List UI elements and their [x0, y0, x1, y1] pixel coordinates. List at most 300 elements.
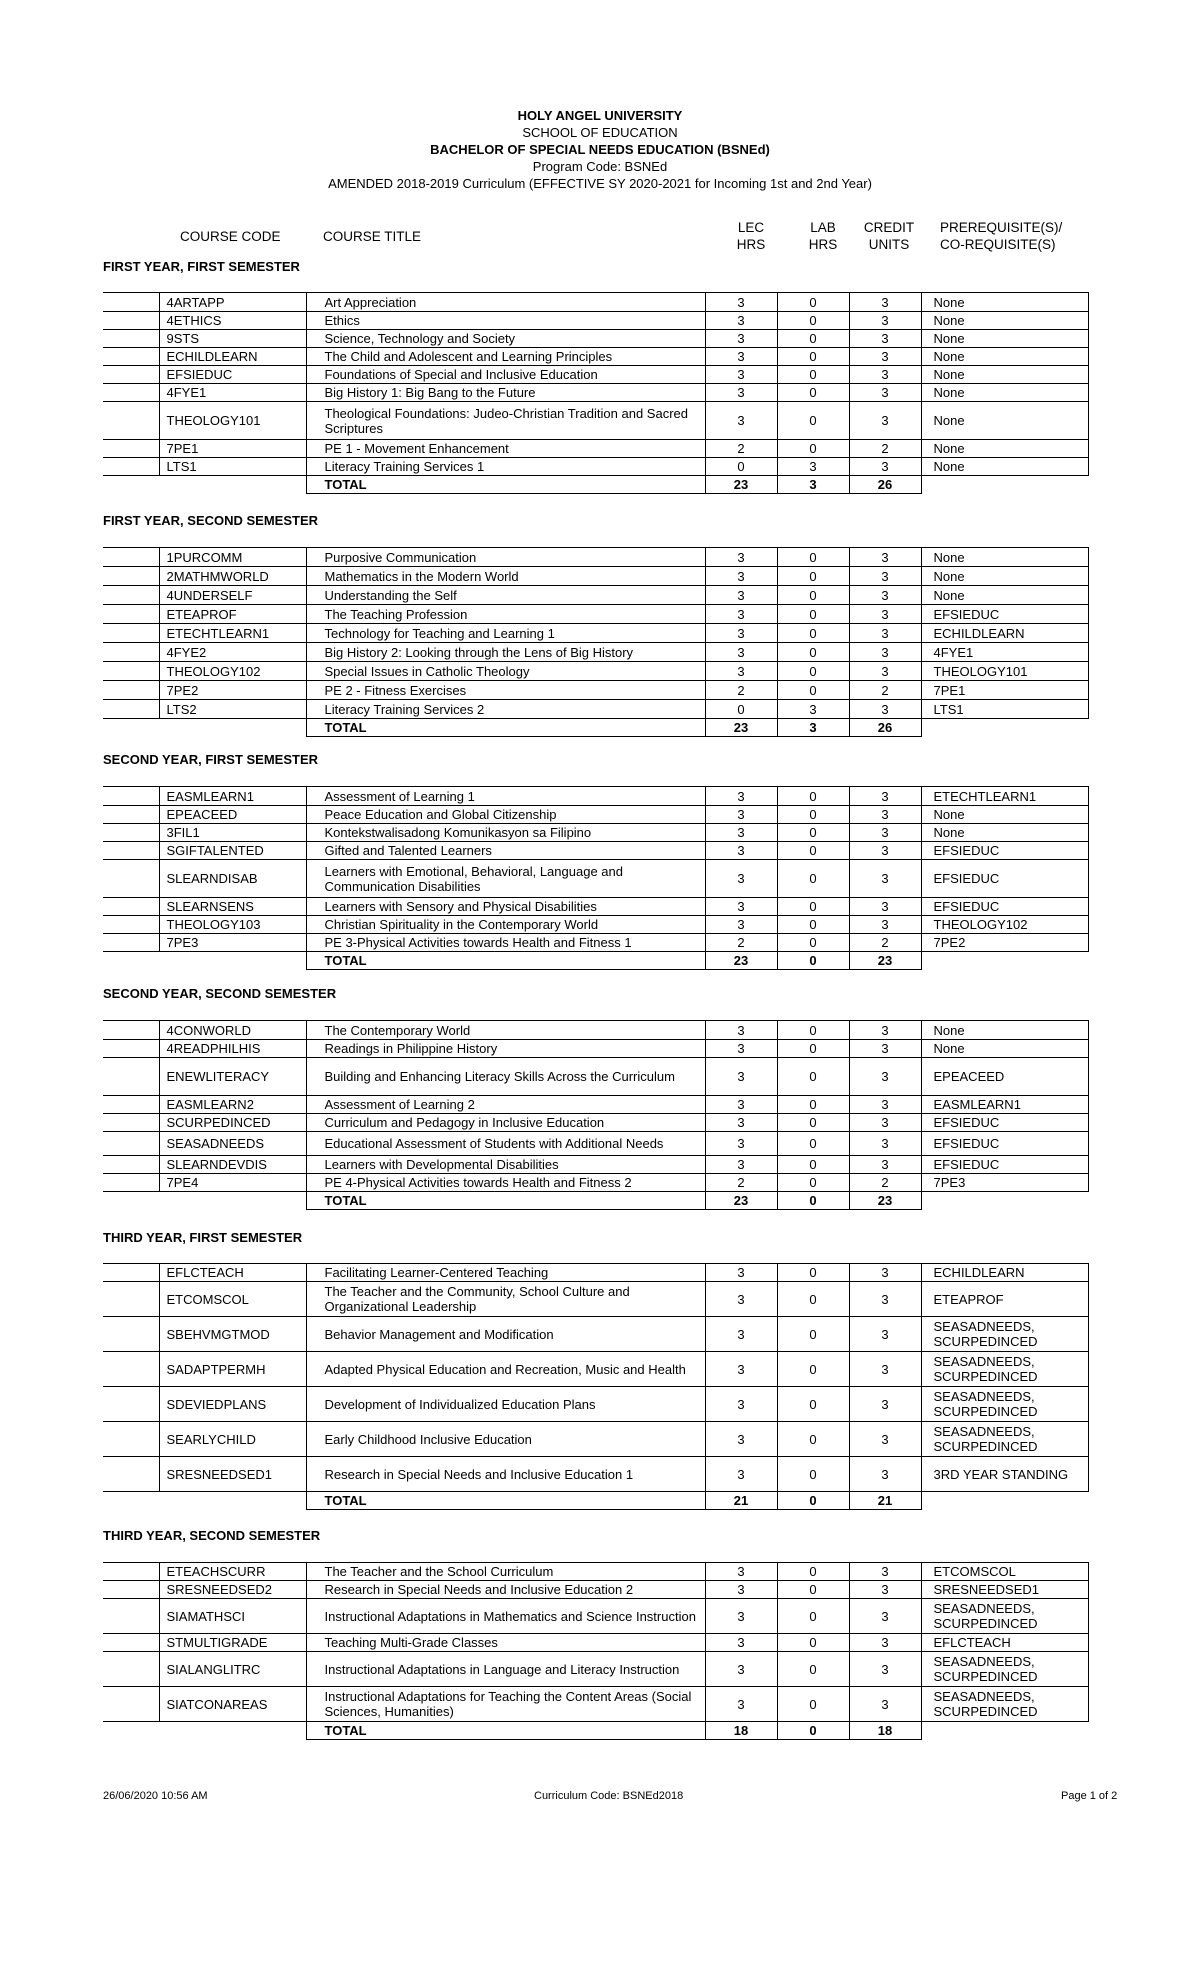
total-spacer: [921, 476, 1088, 494]
prerequisite: ECHILDLEARN: [921, 624, 1088, 643]
total-spacer: [159, 1192, 306, 1210]
row-spacer: [103, 1687, 159, 1722]
row-spacer: [103, 1352, 159, 1387]
course-code: EPEACEED: [159, 806, 306, 824]
lab-hours: 0: [777, 662, 849, 681]
course-row: [103, 787, 1088, 806]
total-lab: 3: [777, 719, 849, 737]
row-spacer: [103, 330, 159, 348]
prerequisite: None: [921, 824, 1088, 842]
course-row: [103, 1132, 1088, 1156]
course-row: [103, 1352, 1088, 1387]
prerequisite: None: [921, 348, 1088, 366]
course-code: SRESNEEDSED2: [159, 1581, 306, 1599]
course-row: [103, 1457, 1088, 1492]
total-spacer: [921, 1722, 1088, 1740]
course-title: Understanding the Self: [306, 586, 705, 605]
credit-units: 3: [849, 1264, 921, 1282]
prerequisite: SRESNEEDSED1: [921, 1581, 1088, 1599]
lec-hours: 3: [705, 366, 777, 384]
credit-units: 3: [849, 787, 921, 806]
lec-hours: 3: [705, 1096, 777, 1114]
total-row: [103, 1492, 1088, 1510]
row-spacer: [103, 787, 159, 806]
col-header-credit-line2: UNITS: [868, 237, 910, 252]
course-title: The Teacher and the School Curriculum: [306, 1563, 705, 1581]
lec-hours: 3: [705, 293, 777, 312]
course-row: [103, 312, 1088, 330]
row-spacer: [103, 898, 159, 916]
course-row: [103, 1422, 1088, 1457]
credit-units: 3: [849, 402, 921, 440]
row-spacer: [103, 1264, 159, 1282]
prerequisite: None: [921, 548, 1088, 567]
lab-hours: 3: [777, 458, 849, 476]
course-row: [103, 824, 1088, 842]
prerequisite: None: [921, 1040, 1088, 1058]
total-spacer: [921, 1492, 1088, 1510]
row-spacer: [103, 1096, 159, 1114]
course-row: [103, 1387, 1088, 1422]
semester-title: SECOND YEAR, FIRST SEMESTER: [103, 752, 319, 767]
credit-units: 3: [849, 458, 921, 476]
row-spacer: [103, 402, 159, 440]
prerequisite: EASMLEARN1: [921, 1096, 1088, 1114]
lab-hours: 0: [777, 643, 849, 662]
course-title: Big History 2: Looking through the Lens of Big History: [306, 643, 705, 662]
lab-hours: 0: [777, 1021, 849, 1040]
credit-units: 3: [849, 1457, 921, 1492]
credit-units: 3: [849, 348, 921, 366]
credit-units: 3: [849, 330, 921, 348]
course-title: Curriculum and Pedagogy in Inclusive Education: [306, 1114, 705, 1132]
lab-hours: 0: [777, 1132, 849, 1156]
lab-hours: 0: [777, 1687, 849, 1722]
lab-hours: 0: [777, 1599, 849, 1634]
credit-units: 3: [849, 1581, 921, 1599]
course-title: PE 4-Physical Activities towards Health and Fitness 2: [306, 1174, 705, 1192]
total-label: TOTAL: [306, 1722, 705, 1740]
lec-hours: 3: [705, 567, 777, 586]
course-title: Ethics: [306, 312, 705, 330]
lab-hours: 0: [777, 1114, 849, 1132]
course-code: SLEARNSENS: [159, 898, 306, 916]
course-row: [103, 898, 1088, 916]
lec-hours: 3: [705, 916, 777, 934]
lab-hours: 0: [777, 548, 849, 567]
row-spacer: [103, 842, 159, 860]
prerequisite: 7PE2: [921, 934, 1088, 952]
course-title: Instructional Adaptations for Teaching the Content Areas (Social Sciences, Humanities): [306, 1687, 705, 1722]
row-spacer: [103, 440, 159, 458]
row-spacer: [103, 806, 159, 824]
credit-units: 3: [849, 806, 921, 824]
row-spacer: [103, 586, 159, 605]
lab-hours: 0: [777, 402, 849, 440]
row-spacer: [103, 1563, 159, 1581]
prerequisite: None: [921, 567, 1088, 586]
course-row: [103, 1282, 1088, 1317]
course-code: SLEARNDISAB: [159, 860, 306, 898]
col-header-lab-line2: HRS: [808, 237, 838, 252]
row-spacer: [103, 366, 159, 384]
footer-page-number: Page 1 of 2: [1061, 1790, 1118, 1802]
total-spacer: [159, 1722, 306, 1740]
total-units: 26: [849, 719, 921, 737]
course-row: [103, 681, 1088, 700]
lec-hours: 3: [705, 605, 777, 624]
lec-hours: 0: [705, 700, 777, 719]
lec-hours: 3: [705, 1282, 777, 1317]
total-units: 21: [849, 1492, 921, 1510]
course-row: [103, 1634, 1088, 1652]
course-title: The Teaching Profession: [306, 605, 705, 624]
course-title: Learners with Sensory and Physical Disabilities: [306, 898, 705, 916]
course-code: SIAMATHSCI: [159, 1599, 306, 1634]
credit-units: 3: [849, 293, 921, 312]
lec-hours: 0: [705, 458, 777, 476]
course-title: Technology for Teaching and Learning 1: [306, 624, 705, 643]
row-spacer: [103, 605, 159, 624]
course-code: EASMLEARN2: [159, 1096, 306, 1114]
lec-hours: 3: [705, 312, 777, 330]
col-header-lab: [793, 219, 853, 253]
total-lec: 23: [705, 476, 777, 494]
row-spacer: [103, 1387, 159, 1422]
lab-hours: 0: [777, 330, 849, 348]
course-code: 4CONWORLD: [159, 1021, 306, 1040]
row-spacer: [103, 643, 159, 662]
lab-hours: 0: [777, 384, 849, 402]
course-code: 1PURCOMM: [159, 548, 306, 567]
credit-units: 3: [849, 898, 921, 916]
lec-hours: 3: [705, 1687, 777, 1722]
course-title: Mathematics in the Modern World: [306, 567, 705, 586]
course-title: Readings in Philippine History: [306, 1040, 705, 1058]
lec-hours: 3: [705, 1132, 777, 1156]
row-spacer: [103, 1156, 159, 1174]
credit-units: 3: [849, 366, 921, 384]
lab-hours: 0: [777, 605, 849, 624]
course-row: [103, 293, 1088, 312]
col-header-credit: [851, 219, 927, 253]
prerequisite: EPEACEED: [921, 1058, 1088, 1096]
course-row: [103, 458, 1088, 476]
lec-hours: 3: [705, 662, 777, 681]
course-row: [103, 916, 1088, 934]
course-title: Kontekstwalisadong Komunikasyon sa Filipino: [306, 824, 705, 842]
lab-hours: 0: [777, 1174, 849, 1192]
total-label: TOTAL: [306, 476, 705, 494]
course-row: [103, 330, 1088, 348]
total-units: 26: [849, 476, 921, 494]
course-code: 4FYE1: [159, 384, 306, 402]
credit-units: 3: [849, 605, 921, 624]
total-label: TOTAL: [306, 1492, 705, 1510]
course-title: Science, Technology and Society: [306, 330, 705, 348]
course-code: 4READPHILHIS: [159, 1040, 306, 1058]
credit-units: 3: [849, 860, 921, 898]
row-spacer: [103, 824, 159, 842]
total-lec: 21: [705, 1492, 777, 1510]
course-code: 4ETHICS: [159, 312, 306, 330]
course-code: ETEACHSCURR: [159, 1563, 306, 1581]
lab-hours: 0: [777, 293, 849, 312]
total-lec: 23: [705, 719, 777, 737]
course-code: 7PE3: [159, 934, 306, 952]
prerequisite: SEASADNEEDS, SCURPEDINCED: [921, 1317, 1088, 1352]
total-row: [103, 952, 1088, 970]
col-header-code: COURSE CODE: [180, 229, 281, 244]
total-spacer: [103, 952, 159, 970]
total-spacer: [159, 719, 306, 737]
lec-hours: 3: [705, 1264, 777, 1282]
row-spacer: [103, 1040, 159, 1058]
total-spacer: [103, 719, 159, 737]
course-code: SDEVIEDPLANS: [159, 1387, 306, 1422]
total-lab: 0: [777, 952, 849, 970]
credit-units: 3: [849, 586, 921, 605]
credit-units: 3: [849, 1317, 921, 1352]
row-spacer: [103, 1317, 159, 1352]
course-row: [103, 934, 1088, 952]
course-row: [103, 1599, 1088, 1634]
prerequisite: None: [921, 366, 1088, 384]
total-lab: 0: [777, 1492, 849, 1510]
course-code: SBEHVMGTMOD: [159, 1317, 306, 1352]
course-row: [103, 440, 1088, 458]
lec-hours: 3: [705, 330, 777, 348]
total-lec: 23: [705, 1192, 777, 1210]
prerequisite: THEOLOGY101: [921, 662, 1088, 681]
credit-units: 3: [849, 662, 921, 681]
course-title: The Teacher and the Community, School Culture and Organizational Leadership: [306, 1282, 705, 1317]
prerequisite: EFSIEDUC: [921, 898, 1088, 916]
lab-hours: 0: [777, 787, 849, 806]
course-title: Literacy Training Services 2: [306, 700, 705, 719]
col-header-lec-line2: HRS: [736, 237, 766, 252]
total-spacer: [103, 1722, 159, 1740]
lec-hours: 3: [705, 624, 777, 643]
col-header-lab-line1: LAB: [810, 220, 836, 235]
lec-hours: 3: [705, 548, 777, 567]
lab-hours: 0: [777, 1652, 849, 1687]
lec-hours: 3: [705, 1352, 777, 1387]
row-spacer: [103, 1021, 159, 1040]
course-title: Facilitating Learner-Centered Teaching: [306, 1264, 705, 1282]
row-spacer: [103, 681, 159, 700]
row-spacer: [103, 1652, 159, 1687]
course-title: Art Appreciation: [306, 293, 705, 312]
course-row: [103, 384, 1088, 402]
prerequisite: 7PE1: [921, 681, 1088, 700]
course-code: ENEWLITERACY: [159, 1058, 306, 1096]
credit-units: 3: [849, 1422, 921, 1457]
prerequisite: 3RD YEAR STANDING: [921, 1457, 1088, 1492]
prerequisite: None: [921, 384, 1088, 402]
total-lec: 18: [705, 1722, 777, 1740]
course-title: Big History 1: Big Bang to the Future: [306, 384, 705, 402]
prerequisite: EFSIEDUC: [921, 605, 1088, 624]
course-code: SCURPEDINCED: [159, 1114, 306, 1132]
course-title: Adapted Physical Education and Recreation, Music and Health: [306, 1352, 705, 1387]
course-title: The Child and Adolescent and Learning Principles: [306, 348, 705, 366]
total-label: TOTAL: [306, 1192, 705, 1210]
course-code: ETECHTLEARN1: [159, 624, 306, 643]
course-code: 7PE1: [159, 440, 306, 458]
total-row: [103, 1192, 1088, 1210]
credit-units: 3: [849, 1387, 921, 1422]
course-row: [103, 1174, 1088, 1192]
course-title: Peace Education and Global Citizenship: [306, 806, 705, 824]
lec-hours: 3: [705, 586, 777, 605]
course-row: [103, 1096, 1088, 1114]
lec-hours: 3: [705, 1021, 777, 1040]
course-code: THEOLOGY102: [159, 662, 306, 681]
row-spacer: [103, 548, 159, 567]
course-code: SADAPTPERMH: [159, 1352, 306, 1387]
row-spacer: [103, 1132, 159, 1156]
course-code: 4UNDERSELF: [159, 586, 306, 605]
total-lab: 3: [777, 476, 849, 494]
course-title: Assessment of Learning 2: [306, 1096, 705, 1114]
lec-hours: 3: [705, 1457, 777, 1492]
credit-units: 2: [849, 681, 921, 700]
total-label: TOTAL: [306, 719, 705, 737]
course-row: [103, 1581, 1088, 1599]
lab-hours: 0: [777, 1264, 849, 1282]
course-row: [103, 624, 1088, 643]
prerequisite: EFLCTEACH: [921, 1634, 1088, 1652]
course-title: Development of Individualized Education Plans: [306, 1387, 705, 1422]
course-code: LTS1: [159, 458, 306, 476]
course-title: Educational Assessment of Students with Additional Needs: [306, 1132, 705, 1156]
semester-title: FIRST YEAR, FIRST SEMESTER: [103, 259, 300, 274]
col-header-credit-line1: CREDIT: [863, 220, 915, 235]
prerequisite: SEASADNEEDS, SCURPEDINCED: [921, 1687, 1088, 1722]
course-code: STMULTIGRADE: [159, 1634, 306, 1652]
prerequisite: None: [921, 806, 1088, 824]
credit-units: 2: [849, 934, 921, 952]
lec-hours: 3: [705, 1422, 777, 1457]
total-spacer: [103, 1192, 159, 1210]
row-spacer: [103, 624, 159, 643]
course-code: 3FIL1: [159, 824, 306, 842]
row-spacer: [103, 1634, 159, 1652]
row-spacer: [103, 458, 159, 476]
course-code: EFSIEDUC: [159, 366, 306, 384]
lab-hours: 0: [777, 1422, 849, 1457]
prerequisite: None: [921, 312, 1088, 330]
prerequisite: SEASADNEEDS, SCURPEDINCED: [921, 1652, 1088, 1687]
course-title: Early Childhood Inclusive Education: [306, 1422, 705, 1457]
course-code: SEASADNEEDS: [159, 1132, 306, 1156]
lab-hours: 0: [777, 934, 849, 952]
credit-units: 3: [849, 1096, 921, 1114]
credit-units: 3: [849, 643, 921, 662]
col-header-lec-line1: LEC: [737, 220, 765, 235]
total-lab: 0: [777, 1722, 849, 1740]
prerequisite: None: [921, 402, 1088, 440]
lec-hours: 2: [705, 440, 777, 458]
course-title: Christian Spirituality in the Contemporary World: [306, 916, 705, 934]
lec-hours: 2: [705, 1174, 777, 1192]
lec-hours: 3: [705, 1599, 777, 1634]
lab-hours: 0: [777, 824, 849, 842]
prerequisite: ECHILDLEARN: [921, 1264, 1088, 1282]
course-row: [103, 1317, 1088, 1352]
course-code: 7PE4: [159, 1174, 306, 1192]
course-title: Assessment of Learning 1: [306, 787, 705, 806]
course-code: EASMLEARN1: [159, 787, 306, 806]
program-code: Program Code: BSNEd: [532, 159, 668, 174]
course-row: [103, 567, 1088, 586]
course-title: Gifted and Talented Learners: [306, 842, 705, 860]
credit-units: 3: [849, 824, 921, 842]
prerequisite: None: [921, 440, 1088, 458]
course-row: [103, 700, 1088, 719]
course-row: [103, 662, 1088, 681]
course-row: [103, 806, 1088, 824]
row-spacer: [103, 1282, 159, 1317]
prerequisite: None: [921, 1021, 1088, 1040]
prerequisite: LTS1: [921, 700, 1088, 719]
course-row: [103, 605, 1088, 624]
course-code: 4FYE2: [159, 643, 306, 662]
course-title: Teaching Multi-Grade Classes: [306, 1634, 705, 1652]
lec-hours: 2: [705, 681, 777, 700]
course-code: 4ARTAPP: [159, 293, 306, 312]
course-row: [103, 1058, 1088, 1096]
course-code: SIALANGLITRC: [159, 1652, 306, 1687]
course-title: Foundations of Special and Inclusive Education: [306, 366, 705, 384]
lec-hours: 3: [705, 824, 777, 842]
lec-hours: 3: [705, 842, 777, 860]
course-title: Building and Enhancing Literacy Skills Across the Curriculum: [306, 1058, 705, 1096]
row-spacer: [103, 1114, 159, 1132]
course-title: Learners with Developmental Disabilities: [306, 1156, 705, 1174]
course-code: THEOLOGY103: [159, 916, 306, 934]
semester-title: THIRD YEAR, SECOND SEMESTER: [103, 1528, 321, 1543]
prerequisite: EFSIEDUC: [921, 842, 1088, 860]
lec-hours: 3: [705, 1652, 777, 1687]
document-header: [0, 107, 1200, 192]
credit-units: 3: [849, 1021, 921, 1040]
total-spacer: [159, 952, 306, 970]
lab-hours: 0: [777, 1282, 849, 1317]
row-spacer: [103, 1174, 159, 1192]
total-units: 18: [849, 1722, 921, 1740]
prerequisite: EFSIEDUC: [921, 1132, 1088, 1156]
total-row: [103, 1722, 1088, 1740]
lab-hours: 0: [777, 681, 849, 700]
course-row: [103, 402, 1088, 440]
course-title: Instructional Adaptations in Mathematics and Science Instruction: [306, 1599, 705, 1634]
course-code: ETEAPROF: [159, 605, 306, 624]
lab-hours: 0: [777, 366, 849, 384]
course-table: [103, 1020, 1089, 1210]
credit-units: 3: [849, 1132, 921, 1156]
prerequisite: ETEAPROF: [921, 1282, 1088, 1317]
row-spacer: [103, 1058, 159, 1096]
course-title: Theological Foundations: Judeo-Christian Tradition and Sacred Scriptures: [306, 402, 705, 440]
credit-units: 3: [849, 916, 921, 934]
course-code: 9STS: [159, 330, 306, 348]
university-name: HOLY ANGEL UNIVERSITY: [517, 108, 683, 123]
semester-title: FIRST YEAR, SECOND SEMESTER: [103, 513, 319, 528]
credit-units: 3: [849, 624, 921, 643]
col-header-pre-line1: PREREQUISITE(S)/: [940, 220, 1063, 235]
